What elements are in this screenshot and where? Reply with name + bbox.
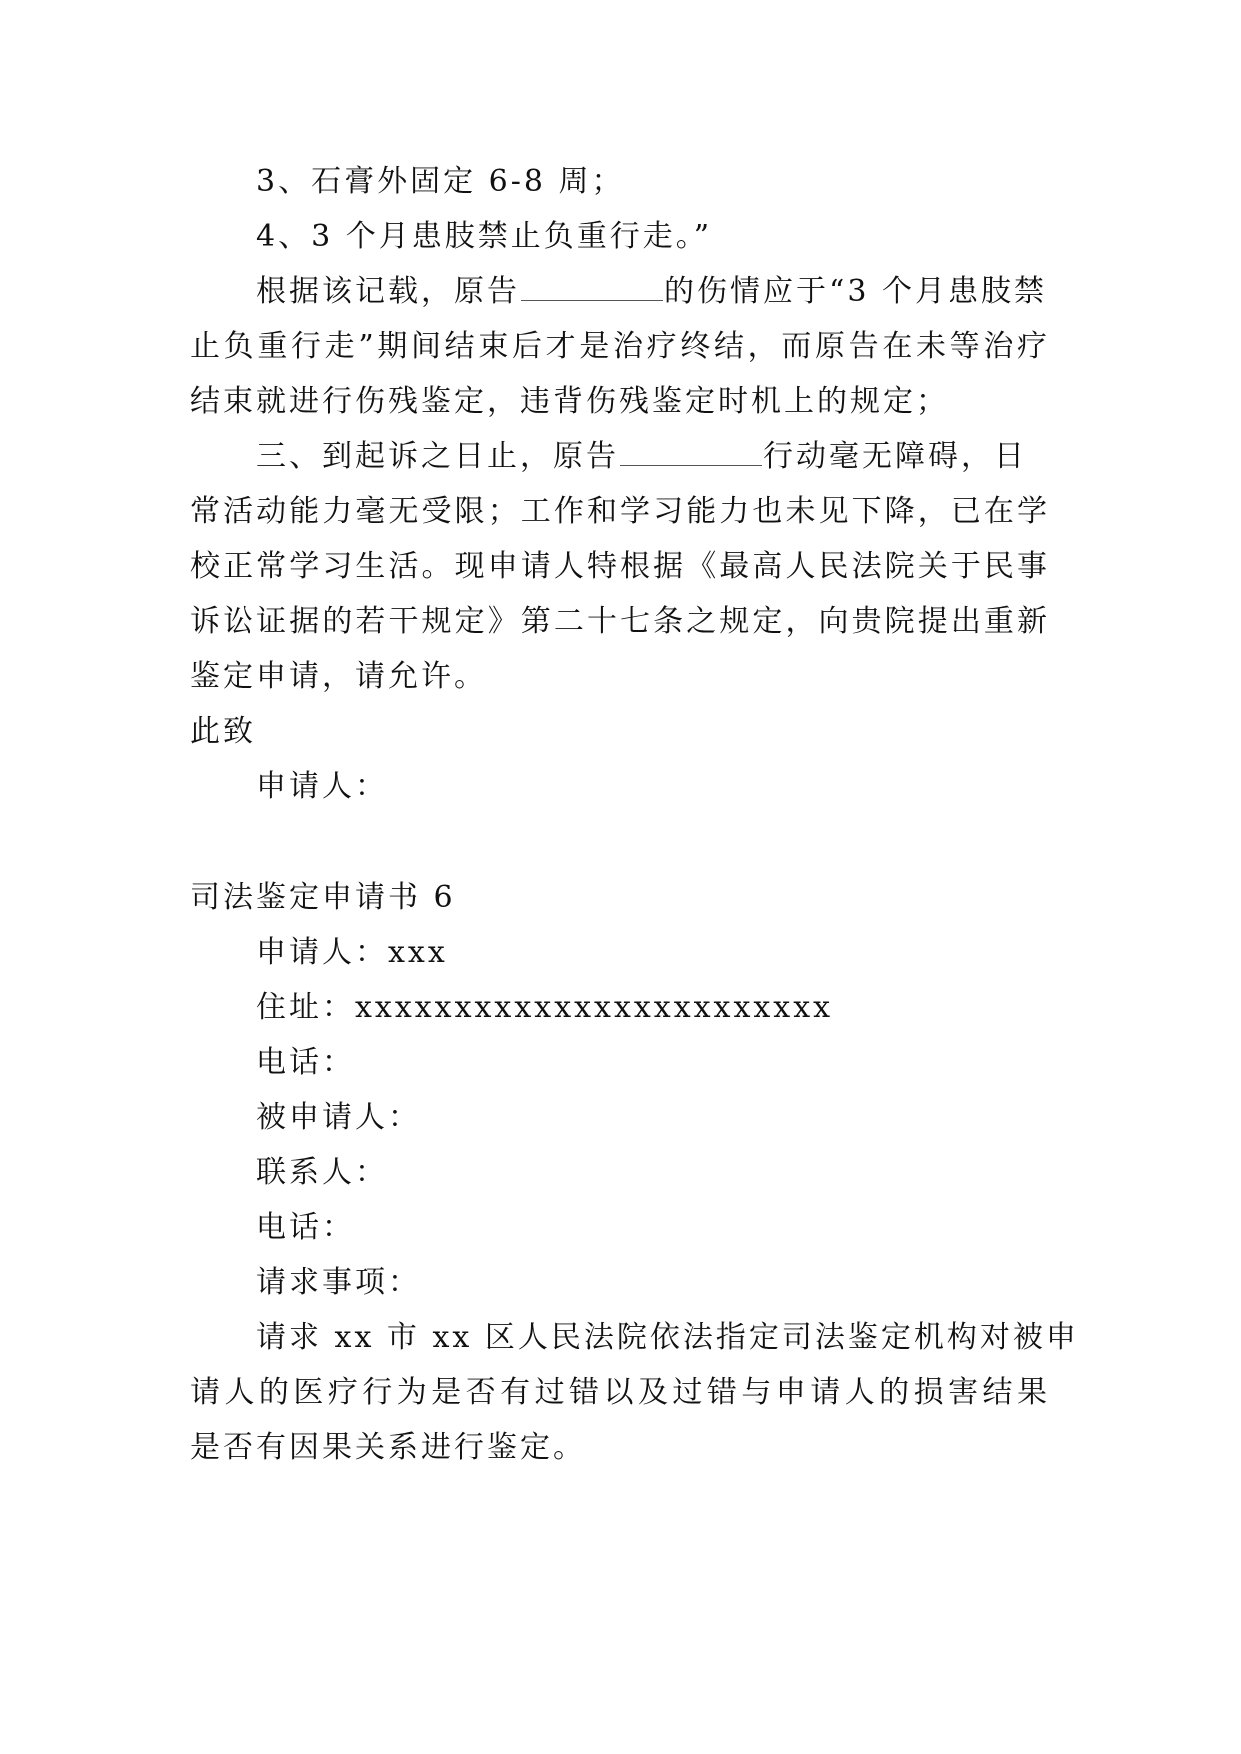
list-item-3: 3、石膏外固定 6-8 周； <box>256 164 625 199</box>
paragraph-line: 结束就进行伤残鉴定，违背伤残鉴定时机上的规定； <box>190 384 949 419</box>
paragraph-line: 止负重行走”期间结束后才是治疗终结，而原告在未等治疗 <box>190 329 1050 364</box>
request-line: 是否有因果关系进行鉴定。 <box>190 1430 586 1465</box>
respondent-field: 被申请人： <box>256 1100 421 1135</box>
closing-salutation: 此致 <box>190 714 256 749</box>
paragraph-line <box>256 272 1047 312</box>
request-line: 请人的医疗行为是否有过错以及过错与申请人的损害结果 <box>190 1375 1050 1410</box>
blank-underline <box>521 276 663 301</box>
contact-field: 联系人： <box>256 1155 388 1190</box>
section-title: 司法鉴定申请书 6 <box>190 880 456 915</box>
text-segment: 的伤情应于“3 个月患肢禁 <box>664 274 1047 309</box>
applicant-field: 申请人：xxx <box>256 935 448 970</box>
address-field: 住址：xxxxxxxxxxxxxxxxxxxxxxxx <box>256 990 834 1025</box>
paragraph-line: 诉讼证据的若干规定》第二十七条之规定，向贵院提出重新 <box>190 604 1050 639</box>
paragraph-line: 校正常学习生活。现申请人特根据《最高人民法院关于民事 <box>190 549 1050 584</box>
text-segment: 根据该记载，原告 <box>256 274 520 309</box>
phone-field: 电话： <box>256 1045 355 1080</box>
request-heading: 请求事项： <box>256 1265 421 1300</box>
blank-underline <box>620 441 762 466</box>
request-line: 请求 xx 市 xx 区人民法院依法指定司法鉴定机构对被申 <box>256 1320 1079 1355</box>
text-segment: 行动毫无障碍，日 <box>763 439 1027 474</box>
paragraph-line: 鉴定申请，请允许。 <box>190 659 487 694</box>
list-item-4: 4、3 个月患肢禁止负重行走。” <box>256 219 713 254</box>
signature-applicant: 申请人： <box>256 769 388 804</box>
text-segment: 三、到起诉之日止，原告 <box>256 439 619 474</box>
phone-field: 电话： <box>256 1210 355 1245</box>
paragraph-line: 常活动能力毫无受限；工作和学习能力也未见下降，已在学 <box>190 494 1050 529</box>
paragraph-line <box>256 437 1027 477</box>
